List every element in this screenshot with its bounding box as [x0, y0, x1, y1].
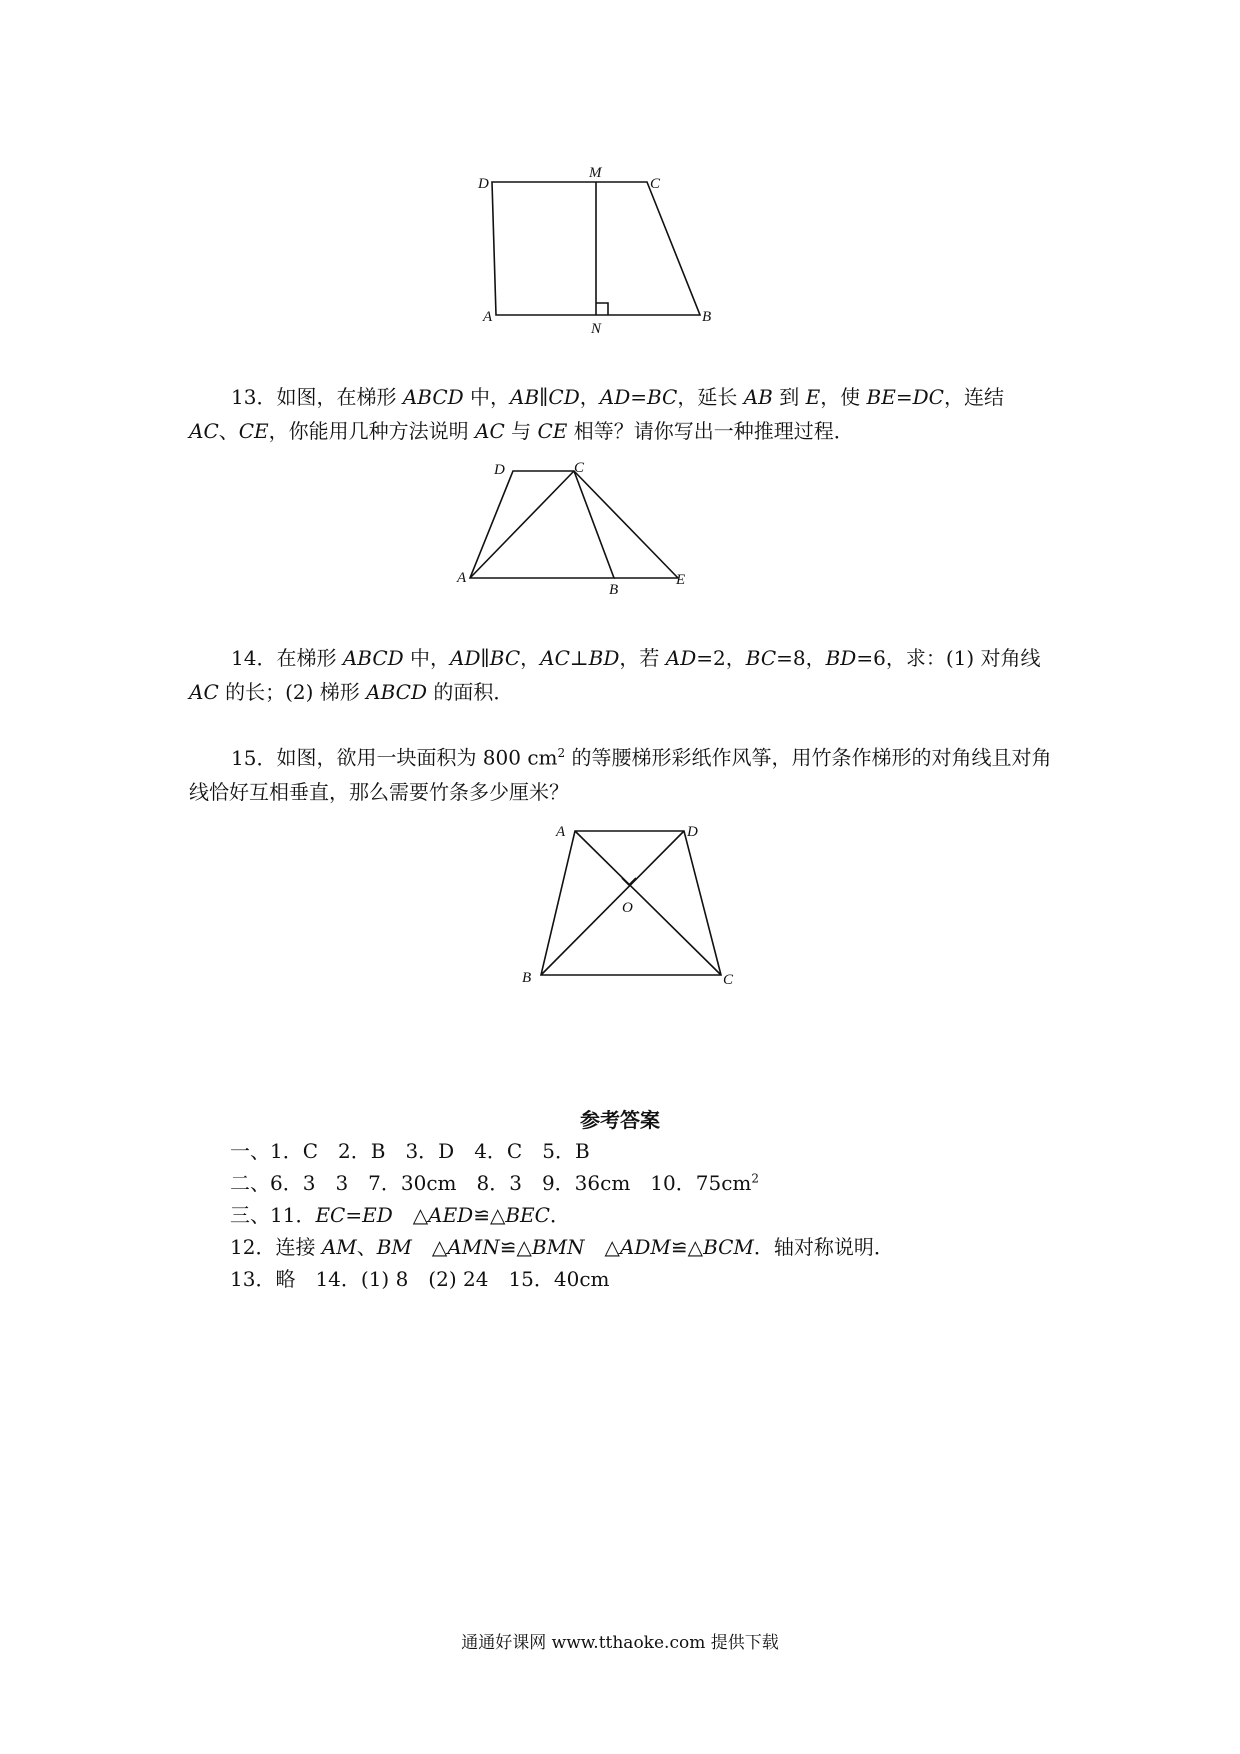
- diagonal-ac: [575, 831, 721, 975]
- answer-line-1: 一、1．C 2．B 3．D 4．C 5．B: [230, 1139, 590, 1163]
- label-a: A: [556, 824, 566, 840]
- label-e: E: [676, 572, 686, 588]
- label-o: O: [622, 900, 633, 916]
- label-m: M: [589, 165, 602, 181]
- label-a: A: [483, 309, 493, 325]
- label-a: A: [457, 570, 467, 586]
- answer-line-3: 三、11．EC=ED △AED≌△BEC．: [230, 1203, 570, 1227]
- question-14: 14．在梯形 ABCD 中，AD∥BC，AC⊥BD，若 AD=2，BC=8，BD=6，求：(1) 对角线AC 的长；(2) 梯形 ABCD 的面积．: [189, 646, 1041, 704]
- answers-title: 参考答案: [580, 1108, 660, 1132]
- label-c: C: [723, 972, 734, 988]
- label-b: B: [609, 582, 619, 598]
- answer-line-2: 二、6．3 3 7．30cm 8．3 9．36cm 10．$75cm^2$: [230, 1171, 760, 1195]
- label-b: B: [522, 970, 532, 986]
- diagonal-bd: [541, 831, 684, 975]
- question-13: 13．如图，在梯形 ABCD 中，AB∥CD，AD=BC，延长 AB 到 E，使 BE=DC，连结 AC、CE，你能用几种方法说明 AC 与 CE 相等？请你写出一种推理过程．: [189, 385, 1004, 443]
- answer-line-4: 12．连接 AM、BM △AMN≌△BMN △ADM≌△BCM．轴对称说明．: [230, 1235, 894, 1259]
- label-c: C: [650, 176, 661, 192]
- footer-source: 通通好课网 www.tthaoke.com 提供下载: [461, 1633, 779, 1653]
- label-c: C: [574, 460, 585, 476]
- question-15: 15．如图，欲用一块面积为 800 $cm^2$ 的等腰梯形彩纸作风筝，用竹条作梯形的对角线且对角线恰好互相垂直，那么需要竹条多少厘米？: [189, 745, 1052, 804]
- label-b: B: [702, 309, 712, 325]
- label-n: N: [591, 321, 602, 337]
- answer-line-5: 13．略 14．(1) 8 (2) 24 15．40cm: [230, 1267, 610, 1291]
- label-d: D: [494, 462, 505, 478]
- label-d: D: [687, 824, 698, 840]
- label-d: D: [478, 176, 489, 192]
